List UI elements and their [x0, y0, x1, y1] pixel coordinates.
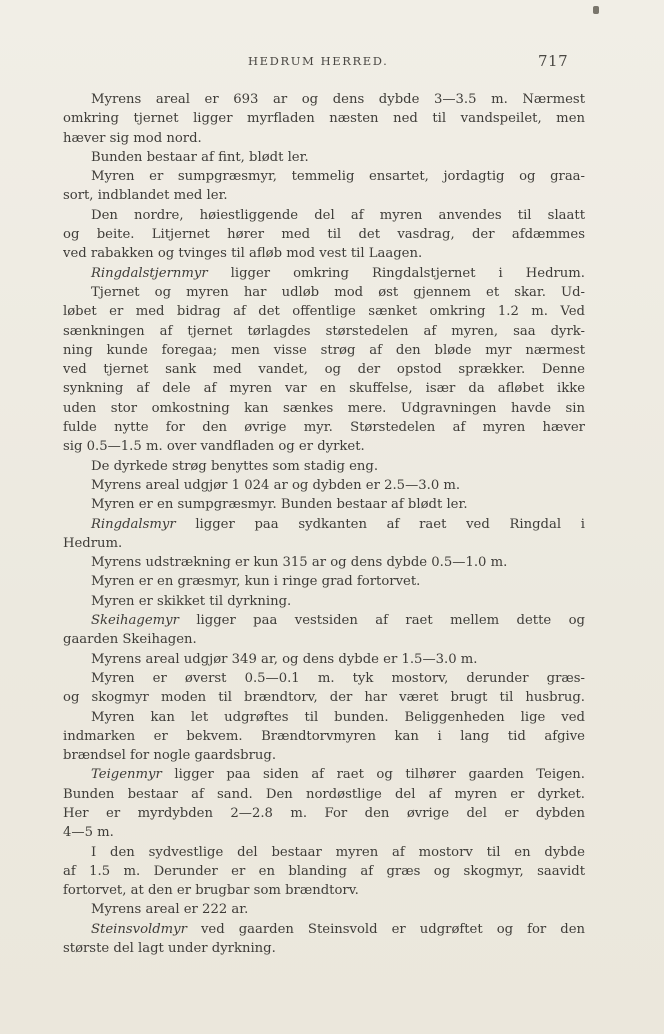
text-segment: af 1.5 m. Derunder er en blanding af græs og skogmyr, saavidt [63, 863, 585, 879]
text-line [63, 765, 585, 784]
text-segment: Myrens areal udgjør 1 024 ar og dybden er 2.5—3.0 m. [91, 477, 461, 493]
text-segment: sænkningen af tjernet tørlagdes størstedelen af myren, saa dyrk- [63, 323, 585, 339]
text-segment: Myren er skikket til dyrkning. [91, 593, 292, 609]
corner-speck [593, 6, 599, 14]
text-segment: ning kunde foregaa; men visse strøg af den bløde myr nærmest [63, 342, 585, 358]
text-segment: ved tjernet sank med vandet, og der opstod sprækker. Denne [63, 362, 585, 378]
text-segment: løbet er med bidrag af det offentlige sænket omkring 1.2 m. Ved [63, 304, 585, 320]
body-text [63, 90, 585, 958]
text-segment: synkning af dele af myren var en skuffelse, især da afløbet ikke [63, 381, 585, 397]
text-segment: ved gaarden Steinsvold er udgrøftet og for den [186, 921, 585, 937]
text-line [63, 804, 585, 823]
text-line [63, 167, 585, 186]
text-segment: største del lagt under dyrkning. [63, 941, 276, 957]
text-line [63, 708, 585, 727]
text-line [63, 630, 585, 649]
bog-name: Ringdalsmyr [91, 516, 176, 532]
text-line [63, 109, 585, 128]
text-segment: ved rabakken og tvinges til afløb mod vest til Laagen. [63, 246, 423, 262]
text-line [63, 341, 585, 360]
text-segment: Myren er sumpgræsmyr, temmelig ensartet, jordagtig og graa- [91, 169, 585, 185]
text-line [63, 920, 585, 939]
text-line [63, 553, 585, 572]
text-line [63, 206, 585, 225]
text-segment: ligger paa siden af raet og tilhører gaarden Teigen. [161, 767, 585, 783]
text-line [63, 785, 585, 804]
text-line [63, 148, 585, 167]
text-segment: Myrens udstrækning er kun 315 ar og dens dybde 0.5—1.0 m. [91, 555, 508, 571]
text-segment: gaarden Skeihagen. [63, 632, 197, 648]
bog-name: Teigenmyr [91, 767, 162, 783]
text-line [63, 186, 585, 205]
text-line [63, 90, 585, 109]
bog-name: Steinsvoldmyr [91, 921, 187, 937]
text-line [63, 823, 585, 842]
text-segment: Myrens areal er 222 ar. [91, 902, 249, 918]
text-segment: sort, indblandet med ler. [63, 188, 228, 204]
text-line [63, 900, 585, 919]
text-segment: Myrens areal er 693 ar og dens dybde 3—3.5 m. Nærmest [91, 92, 585, 107]
text-line [63, 360, 585, 379]
text-segment: fulde nytte for den øvrige myr. Størstedelen af myren hæver [63, 420, 585, 436]
text-line [63, 476, 585, 495]
text-segment: I den sydvestlige del bestaar myren af mostorv til en dybde [91, 844, 585, 860]
text-segment: Bunden bestaar af fint, blødt ler. [91, 149, 309, 165]
text-line [63, 264, 585, 283]
text-segment: Hedrum. [63, 535, 123, 551]
text-segment: Den nordre, høiestliggende del af myren anvendes til slaatt [91, 207, 585, 223]
text-line [63, 379, 585, 398]
text-line [63, 592, 585, 611]
text-segment: sig 0.5—1.5 m. over vandfladen og er dyrket. [63, 439, 365, 455]
page-number: 717 [538, 52, 569, 70]
text-line [63, 322, 585, 341]
text-line [63, 611, 585, 630]
text-segment: Myren er øverst 0.5—0.1 m. tyk mostorv, derunder græs- [91, 670, 585, 686]
text-segment: omkring tjernet ligger myrfladen næsten ned til vandspeilet, men [63, 111, 585, 127]
text-line [63, 881, 585, 900]
text-segment: ligger omkring Ringdalstjernet i Hedrum. [207, 265, 585, 281]
text-line [63, 843, 585, 862]
text-line [63, 688, 585, 707]
text-line [63, 283, 585, 302]
text-segment: indmarken er bekvem. Brændtorvmyren kan i lang tid afgive [63, 728, 585, 744]
text-segment: Her er myrdybden 2—2.8 m. For den øvrige del er dybden [63, 805, 585, 821]
text-line [63, 572, 585, 591]
text-line [63, 650, 585, 669]
text-line [63, 515, 585, 534]
text-line [63, 225, 585, 244]
text-line [63, 534, 585, 553]
text-segment: ligger paa sydkanten af raet ved Ringdal i [175, 516, 585, 532]
text-line [63, 129, 585, 148]
text-line [63, 418, 585, 437]
text-segment: ligger paa vestsiden af raet mellem dette og [178, 613, 585, 629]
text-line [63, 746, 585, 765]
text-line [63, 669, 585, 688]
bog-name: Ringdalstjernmyr [91, 265, 208, 281]
text-segment: Myrens areal udgjør 349 ar, og dens dybde er 1.5—3.0 m. [91, 651, 478, 667]
text-segment: Myren er en sumpgræsmyr. Bunden bestaar af blødt ler. [91, 497, 468, 513]
text-line [63, 939, 585, 958]
text-segment: og beite. Litjernet hører med til det vasdrag, der afdæmmes [63, 227, 585, 243]
text-line [63, 862, 585, 881]
text-segment: Bunden bestaar af sand. Den nordøstlige del af myren er dyrket. [63, 786, 585, 802]
text-segment: uden stor omkostning kan sænkes mere. Udgravningen havde sin [63, 400, 585, 416]
text-line [63, 244, 585, 263]
text-line [63, 399, 585, 418]
text-segment: De dyrkede strøg benyttes som stadig eng. [91, 458, 379, 474]
text-line [63, 437, 585, 456]
text-line [63, 727, 585, 746]
text-segment: Myren er en græsmyr, kun i ringe grad fortorvet. [91, 574, 421, 590]
text-segment: hæver sig mod nord. [63, 130, 202, 146]
bog-name: Skeihagemyr [91, 613, 179, 629]
text-segment: fortorvet, at den er brugbar som brændtorv. [63, 883, 359, 899]
text-segment: Myren kan let udgrøftes til bunden. Beliggenheden lige ved [91, 709, 585, 725]
text-line [63, 302, 585, 321]
running-title: HEDRUM HERRED. [248, 54, 389, 68]
text-segment: brændsel for nogle gaardsbrug. [63, 748, 277, 764]
running-header [0, 52, 664, 72]
text-line [63, 495, 585, 514]
text-line [63, 457, 585, 476]
text-segment: og skogmyr moden til brændtorv, der har været brugt til husbrug. [63, 690, 585, 706]
text-segment: Tjernet og myren har udløb mod øst gjennem et skar. Ud- [91, 284, 585, 300]
text-segment: 4—5 m. [63, 825, 114, 841]
